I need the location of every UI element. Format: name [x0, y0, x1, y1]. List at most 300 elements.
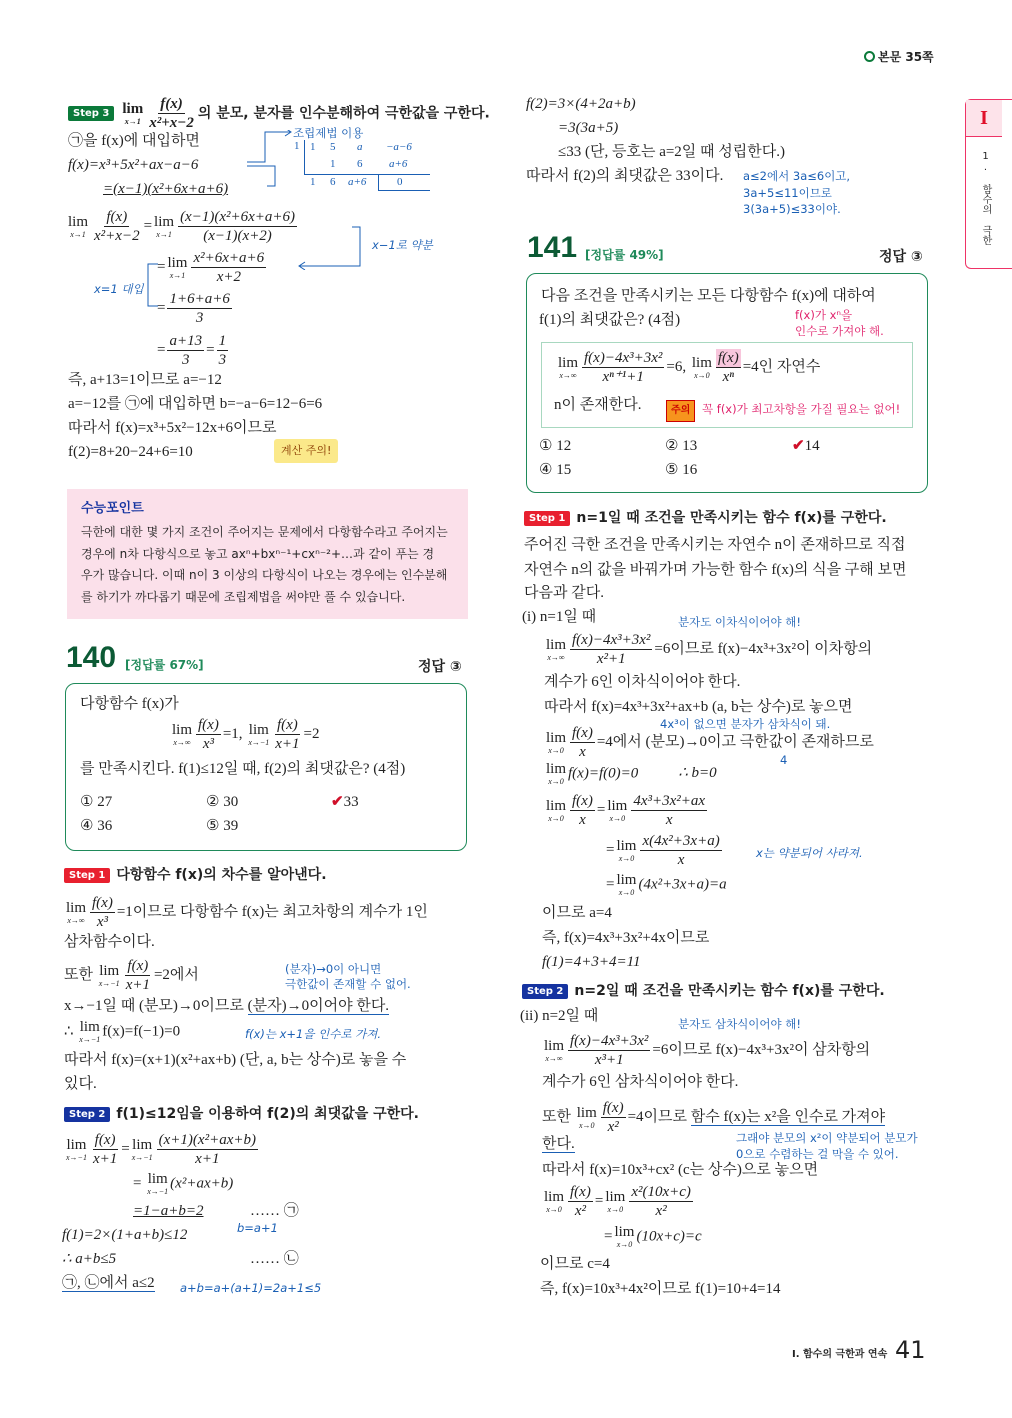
bracket-arrow-icon — [290, 225, 370, 270]
fraction — [601, 1099, 626, 1136]
limit — [577, 1106, 597, 1130]
numerator: (x+1)(x²+ax+b) — [158, 1132, 256, 1148]
text: = — [157, 341, 166, 358]
choice-5[interactable]: ⑤ 39 — [206, 818, 239, 834]
question-text: 다음 조건을 만족시키는 모든 다항함수 f(x)에 대하여 — [541, 288, 876, 304]
denominator: 3 — [218, 352, 227, 368]
text: x→−1 — [147, 1187, 169, 1196]
text: (분자)→0이어야 한다. — [247, 998, 390, 1014]
text: x→0 — [578, 1120, 595, 1130]
text: x→−1 — [66, 1152, 87, 1162]
condition-formula — [170, 716, 320, 753]
text: =4에서 (분모)→0이고 극한값이 존재하므로 — [596, 733, 874, 750]
choice-1[interactable]: ① 27 — [80, 794, 113, 810]
text: …… — [250, 1203, 280, 1219]
text: lim — [546, 797, 567, 814]
numerator: x²(10x+c) — [631, 1184, 691, 1200]
step-badge: Step 1 — [524, 511, 570, 526]
text: −a−6 — [386, 141, 412, 153]
limit — [605, 1190, 625, 1214]
text: =6, — [666, 358, 687, 375]
fraction — [570, 724, 595, 761]
text: x→−1 — [79, 1035, 101, 1044]
text: lim — [122, 100, 144, 117]
text: x→1 — [156, 229, 172, 239]
numerator: f(x) — [92, 895, 113, 911]
text: lim — [544, 1037, 565, 1054]
fraction — [167, 290, 231, 327]
problem-box — [65, 683, 467, 851]
text: ㉡ — [283, 1251, 299, 1267]
equation — [544, 792, 709, 829]
fraction — [640, 832, 721, 869]
numerator: a+13 — [169, 333, 203, 349]
annotation: x는 약분되어 사라져. — [756, 846, 863, 860]
annotation — [736, 1130, 918, 1162]
text: = — [594, 1192, 604, 1209]
numerator: 1 — [218, 333, 227, 349]
text: = — [121, 1140, 130, 1157]
text: = — [606, 841, 615, 858]
text: ㉠ — [283, 1203, 299, 1219]
text-line: 계수가 6인 이차식이어야 한다. — [544, 674, 741, 690]
equation — [542, 1183, 695, 1220]
annotation: 분자도 삼차식이어야 해! — [678, 1017, 802, 1031]
text: = — [143, 217, 153, 234]
tip-body — [81, 522, 468, 608]
limit — [544, 1190, 564, 1214]
correct-rate: [정답률 49%] — [585, 248, 664, 262]
step1-heading — [524, 508, 887, 528]
equation: f(2)=3×(4+2a+b) — [526, 96, 636, 112]
text: 그래야 분모의 x²이 약분되어 분모가 — [736, 1131, 918, 1145]
text-line: 따라서 f(x)=x³+5x²−12x+6이므로 — [68, 420, 277, 436]
text: = — [596, 801, 606, 818]
denominator: x+1 — [92, 1151, 118, 1167]
step-badge: Step 2 — [64, 1107, 110, 1122]
text: 3(3a+5)≤33이야. — [743, 202, 841, 216]
text: x→−1 — [98, 978, 120, 988]
problem-number: 141 — [527, 231, 578, 264]
numerator: f(x) — [276, 717, 298, 733]
text: lim — [167, 254, 188, 271]
text-line: 이므로 a=4 — [542, 905, 612, 921]
text: 1 — [294, 140, 300, 152]
equation — [66, 208, 299, 245]
text: = — [604, 1228, 613, 1245]
check-mark-icon: ✔ — [331, 794, 344, 810]
condition-text: n이 존재한다. — [554, 397, 642, 413]
text: lim — [546, 636, 567, 653]
choice-3[interactable] — [792, 436, 820, 456]
bracket-arrow-icon — [145, 262, 160, 310]
text: (10x+c)=c — [636, 1228, 702, 1245]
equation: =3(3a+5) — [558, 120, 619, 136]
question-text: 를 만족시킨다. f(1)≤12일 때, f(2)의 최댓값은? (4점) — [80, 761, 406, 777]
text: = — [206, 341, 215, 358]
text: 33 — [343, 794, 359, 810]
text-line: 따라서 f(x)=(x+1)(x²+ax+b) (단, a, b는 상수)로 놓을 수 — [64, 1052, 407, 1068]
text: =2에서 — [153, 966, 199, 983]
equation — [157, 332, 230, 369]
limit — [132, 1138, 153, 1162]
equation — [544, 724, 874, 761]
numerator: 1+6+a+6 — [169, 291, 230, 307]
text: x→∞ — [559, 370, 577, 380]
text: 3a+5≤11이므로 — [743, 185, 832, 200]
case-label: (i) n=1일 때 — [522, 609, 597, 625]
fraction — [92, 208, 142, 245]
text: lim — [154, 213, 175, 230]
text: lim — [616, 837, 637, 854]
annotation — [285, 962, 411, 992]
denominator: x²+x−2 — [94, 228, 140, 244]
denominator: x+1 — [195, 1151, 220, 1167]
text: a — [357, 141, 363, 153]
denominator: 3 — [182, 352, 190, 368]
fraction — [629, 1183, 693, 1220]
text: x→0 — [618, 888, 635, 897]
choice-5[interactable]: ⑤ 16 — [665, 462, 698, 478]
annotation: 분자도 이차식이어야 해! — [678, 615, 802, 629]
denominator: xⁿ — [722, 369, 734, 385]
text: (4x²+3x+a)=a — [638, 876, 727, 893]
text: a+6 — [348, 176, 367, 188]
text: lim — [172, 721, 193, 738]
fraction — [217, 332, 229, 369]
side-tab[interactable] — [965, 99, 1012, 269]
numerator: x²+6x+a+6 — [193, 250, 265, 266]
step2-heading — [64, 1104, 419, 1124]
circle-bullet-icon — [864, 51, 875, 62]
text-line: 있다. — [64, 1076, 97, 1092]
text: lim — [147, 1171, 168, 1187]
numerator: 4x³+3x²+ax — [633, 793, 706, 809]
text: lim — [605, 1188, 626, 1205]
text: 0으로 수렴하는 걸 막을 수 있어. — [736, 1147, 899, 1161]
text: n=2일 때 조건을 만족시키는 함수 f(x)를 구한다. — [574, 983, 885, 999]
correct-rate: [정답률 67%] — [125, 658, 204, 672]
text: x→∞ — [67, 915, 85, 925]
text: lim — [558, 354, 579, 371]
problem-number: 140 — [66, 641, 117, 674]
choice-2[interactable]: ② 13 — [665, 438, 698, 454]
annotation: x−1로 약분 — [372, 238, 433, 252]
text: lim — [546, 761, 567, 777]
text-line: 계수가 6인 삼차식이어야 한다. — [542, 1074, 739, 1090]
numerator: f(x) — [127, 958, 149, 974]
tip-box — [67, 489, 468, 619]
text: lim — [607, 797, 628, 814]
choice-1[interactable]: ① 12 — [539, 438, 572, 454]
text: lim — [132, 1136, 153, 1153]
footer-chapter: I. 함수의 극한과 연속 — [792, 1349, 888, 1360]
text: =6이므로 f(x)−4x³+3x²이 이차항의 — [654, 640, 873, 657]
limit — [66, 1138, 87, 1162]
text: f(1)≤12임을 이용하여 f(2)의 최댓값을 구한다. — [116, 1106, 419, 1122]
fraction — [568, 1032, 650, 1069]
numerator: f(x) — [198, 717, 219, 733]
limit — [546, 638, 566, 662]
fraction — [178, 208, 297, 245]
text-line: f(2)=8+20−24+6=10 — [68, 444, 193, 460]
denominator: x+1 — [125, 977, 150, 993]
text: ㉠, ㉡에서 a≤2 — [62, 1275, 155, 1291]
text: 다항함수 f(x)의 차수를 알아낸다. — [116, 867, 327, 883]
text-line — [542, 1134, 575, 1154]
limit — [614, 1225, 634, 1249]
step2-heading — [522, 981, 885, 1001]
text: x→1 — [70, 229, 86, 239]
numerator: x(4x²+3x+a) — [642, 833, 720, 849]
limit — [546, 731, 566, 755]
text: x→0 — [548, 813, 564, 823]
text: (분자)→0이 아니면 — [285, 962, 382, 976]
text: 극한값이 존재할 수 없어. — [285, 977, 411, 991]
text: x→1 — [169, 270, 186, 280]
denominator: x³ — [202, 736, 214, 752]
text: 한다. — [542, 1136, 575, 1152]
text: ∴ — [64, 1023, 74, 1040]
fraction — [570, 631, 652, 668]
text: = — [157, 258, 166, 275]
text-line: 주어진 극한 조건을 만족시키는 자연수 n이 존재하므로 직접 — [524, 537, 906, 553]
denominator: x — [677, 852, 685, 868]
text: lim — [614, 1224, 635, 1240]
text: lim — [66, 899, 87, 916]
limit — [167, 256, 187, 280]
step3-heading — [68, 95, 490, 132]
limit — [99, 964, 120, 988]
text: …… — [250, 1251, 280, 1267]
text: 극한에 대한 몇 가지 조건이 주어지는 문제에서 다항함수라고 주어지는 — [81, 525, 448, 539]
question-text: 다항함수 f(x)가 — [80, 696, 179, 712]
denominator: x — [579, 812, 586, 828]
denominator: x — [665, 812, 673, 828]
equation: ≤33 (단, 등호는 a=2일 때 성립한다.) — [558, 144, 785, 160]
choice-2[interactable]: ② 30 — [206, 794, 239, 810]
numerator: f(x)−4x³+3x² — [584, 350, 663, 366]
text-line: ㉠을 f(x)에 대입하면 — [68, 133, 200, 149]
equation — [606, 832, 724, 869]
text: 또한 — [64, 966, 93, 983]
synthetic-division-label: 조립제법 이용 — [293, 126, 364, 140]
text: x→0 — [616, 1240, 633, 1249]
text: lim — [66, 1136, 87, 1153]
fraction — [570, 792, 595, 829]
equation — [64, 894, 428, 931]
fraction — [90, 894, 115, 931]
numerator: f(x) — [570, 1184, 591, 1200]
page-ref-text: 본문 35쪽 — [878, 50, 934, 64]
equation: f(x)=x³+5x²+ax−a−6 — [68, 157, 199, 173]
annotation: x=1 대입 — [94, 282, 144, 296]
text: =1, — [222, 725, 243, 742]
annotation — [795, 307, 884, 339]
fraction — [568, 1183, 593, 1220]
text-line: 따라서 f(x)=10x³+cx² (c는 상수)으로 놓으면 — [542, 1162, 819, 1178]
text: x→0 — [548, 777, 564, 786]
annotation: b=a+1 — [237, 1221, 278, 1235]
numerator: f(x) — [602, 1100, 624, 1116]
side-tab-number: I — [966, 100, 1002, 137]
check-mark-icon: ✔ — [792, 438, 805, 454]
answer-label: 정답 ③ — [418, 659, 462, 675]
equation — [544, 631, 872, 668]
text: 의 분모, 분자를 인수분해하여 극한값을 구한다. — [197, 105, 490, 122]
annotation: a+b=a+(a+1)=2a+1≤5 — [180, 1281, 322, 1295]
numerator: f(x) — [160, 96, 183, 112]
text: lim — [544, 1188, 565, 1205]
text: lim — [68, 213, 89, 230]
text: 함수 f(x)는 x²을 인수로 가져야 — [690, 1108, 886, 1125]
text: 0 — [397, 176, 403, 188]
text: = — [606, 876, 615, 893]
equation — [606, 873, 727, 897]
text: 1 — [310, 176, 316, 188]
answer-label: 정답 ③ — [879, 249, 923, 265]
limit — [558, 356, 578, 380]
text: 1 — [330, 158, 336, 170]
text-line: 이므로 c=4 — [540, 1256, 610, 1272]
limit — [172, 723, 192, 747]
equation — [544, 762, 717, 786]
equation — [542, 1032, 870, 1069]
text: 또한 — [542, 1108, 571, 1125]
denominator: x³+1 — [594, 1052, 624, 1068]
annotation — [743, 168, 850, 218]
equation — [157, 290, 234, 327]
limit — [692, 356, 712, 380]
side-tab-label: 1. 함수의 극한 — [980, 151, 991, 245]
limit — [122, 102, 143, 126]
denominator: x²+1 — [596, 651, 626, 667]
text: f(x)가 xⁿ을 — [795, 308, 853, 322]
text: lim — [248, 721, 269, 738]
limit — [79, 1020, 100, 1044]
denominator: x³ — [96, 914, 108, 930]
numerator: f(x) — [94, 1132, 116, 1148]
text: 14 — [804, 438, 820, 454]
limit — [546, 799, 566, 823]
text: f(x)=f(0)=0 — [568, 765, 639, 782]
limit — [147, 1172, 168, 1196]
arrow-connector-icon — [245, 130, 295, 190]
limit — [154, 215, 174, 239]
text: 인수로 가져야 해. — [795, 324, 884, 338]
equation — [62, 1273, 155, 1293]
text-line: 삼차함수이다. — [64, 934, 155, 950]
denominator: x² — [574, 1203, 586, 1219]
annotation: 4 — [780, 753, 788, 767]
text-line: a=−12를 ㉠에 대입하면 b=−a−6=12−6=6 — [68, 396, 323, 412]
choice-4[interactable]: ④ 36 — [80, 818, 113, 834]
fraction — [631, 792, 707, 829]
text: (x²+ax+b) — [170, 1175, 234, 1192]
numerator: f(x)−4x³+3x² — [570, 1033, 649, 1049]
text: 5 — [330, 141, 336, 153]
limit — [546, 762, 566, 786]
denominator: 3 — [195, 310, 204, 326]
text: x→∞ — [545, 1053, 563, 1063]
text-line: 다음과 같다. — [524, 585, 604, 601]
page-reference — [864, 47, 934, 67]
choice-3[interactable] — [331, 792, 359, 812]
text: lim — [616, 872, 637, 888]
equation — [133, 1172, 233, 1196]
text: = — [157, 299, 166, 316]
denominator: x+2 — [216, 269, 241, 285]
warning-badge: 주의 — [666, 400, 695, 422]
condition-formula — [556, 349, 820, 386]
text-line: 즉, a+13=1이므로 a=−12 — [68, 372, 222, 388]
fraction — [273, 716, 301, 753]
text: 우가 많습니다. 이때 n이 3 이상의 다항식이 나오는 경우에는 인수분해 — [81, 568, 448, 582]
text: x→∞ — [547, 652, 565, 662]
text: = — [133, 1175, 142, 1192]
text: f(x)=f(−1)=0 — [102, 1023, 181, 1040]
limit — [66, 901, 86, 925]
text-line: 따라서 f(2)의 최댓값은 33이다. — [526, 168, 724, 184]
text: ∴ b=0 — [678, 765, 717, 782]
text: x→0 — [609, 813, 626, 823]
text: x→0 — [548, 745, 564, 755]
text: x→1 — [124, 116, 141, 126]
denominator: (x−1)(x+2) — [203, 228, 272, 244]
text: lim — [576, 1104, 597, 1121]
condition-box — [541, 342, 913, 428]
numerator: f(x) — [572, 725, 593, 741]
step-badge: Step 2 — [522, 984, 568, 999]
denominator: x² — [655, 1203, 667, 1219]
limit — [616, 873, 636, 897]
text: =4이므로 — [627, 1108, 691, 1125]
text: a≤2에서 3a≤6이고, — [743, 169, 851, 183]
step-badge: Step 3 — [68, 106, 114, 121]
text: lim — [546, 729, 567, 746]
limit — [616, 839, 636, 863]
warning-text: 꼭 f(x)가 최고차항을 가질 필요는 없어! — [702, 402, 901, 416]
step1-heading — [64, 865, 327, 885]
text-line — [64, 996, 389, 1016]
denominator: xⁿ⁺¹+1 — [602, 369, 644, 385]
numerator: f(x) — [717, 350, 739, 366]
text: =6이므로 f(x)−4x³+3x²이 삼차항의 — [652, 1041, 871, 1058]
fraction — [196, 716, 221, 753]
choice-4[interactable]: ④ 15 — [539, 462, 572, 478]
text: 6 — [357, 158, 363, 170]
text: x→0 — [607, 1204, 624, 1214]
page-number: 41 — [895, 1336, 926, 1364]
numerator: f(x) — [572, 793, 593, 809]
problem-box — [526, 273, 928, 493]
numerator: f(x) — [106, 209, 128, 225]
text: x→−1일 때 (분모)→0이므로 — [64, 998, 248, 1014]
text: =2 — [303, 725, 320, 742]
equation: ∴ a+b≤5 — [62, 1251, 117, 1267]
text: lim — [691, 354, 712, 371]
text-line: 따라서 f(x)=4x³+3x²+ax+b (a, b는 상수)로 놓으면 — [544, 699, 853, 715]
denominator: x² — [607, 1119, 619, 1135]
limit — [607, 799, 627, 823]
annotation: 4x³이 없으면 분자가 삼차식이 돼. — [660, 717, 831, 731]
fraction — [157, 1131, 258, 1168]
text: 1 — [310, 141, 316, 153]
limit — [68, 215, 88, 239]
fraction — [91, 1131, 119, 1168]
text: x→0 — [694, 370, 710, 380]
equation: f(1)=4+3+4=11 — [542, 954, 641, 970]
